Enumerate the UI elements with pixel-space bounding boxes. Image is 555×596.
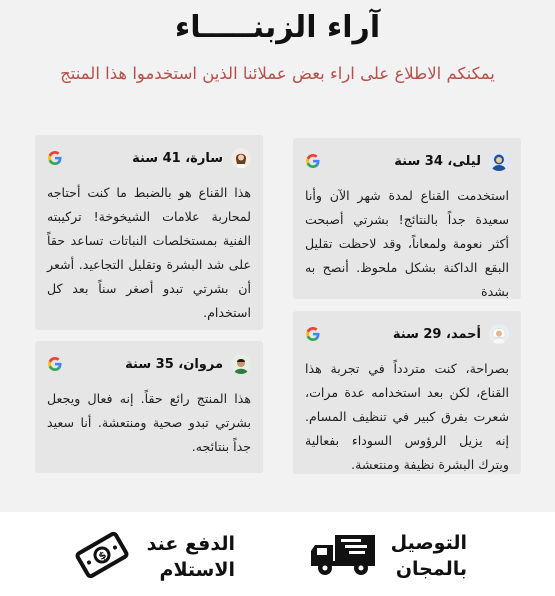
review-text: استخدمت القناع لمدة شهر الآن وأنا سعيدة جداً بالنتائج! بشرتي أصبحت أكثر نعومة ولمعاناً، وقد لاحظت تقليل البقع الداكنة بشكل ملحوظ. أنصح به بشدة: [305, 188, 509, 299]
cash-icon: [74, 530, 130, 584]
google-icon: [47, 356, 63, 372]
review-text: هذا القناع هو بالضبط ما كنت أحتاجه لمحاربة علامات الشيخوخة! تركيبته الفنية بمستخلصات النباتات تساعد حقاً على شد البشرة وتقليل التجاعيد. أشعر أن بشرتي تبدو أصغر سناً بعد كل استخدام.: [47, 185, 251, 320]
feature-cod-label: الدفع عند الاستلام: [146, 533, 235, 581]
section-title: آراء الزبنـــــاء: [174, 10, 381, 45]
review-card-sara: [35, 135, 263, 330]
avatar-sara: [231, 148, 251, 168]
avatar-layla: [489, 151, 509, 171]
review-text: بصراحة، كنت متردداً في تجربة هذا القناع، لكن بعد استخدامه عدة مرات، شعرت بفرق كبير في تنظيف المسام. إنه يزيل الرؤوس السوداء بفعالية ويترك البشرة نظيفة ومنتعشة.: [305, 361, 509, 472]
review-card-ahmad: [293, 311, 521, 474]
review-text: هذا المنتج رائع حقاً. إنه فعال ويجعل بشرتي تبدو صحية ومنتعشة. أنا سعيد جداً بنتائجه.: [47, 391, 251, 454]
feature-free-delivery: [311, 530, 467, 582]
truck-icon: [311, 531, 377, 581]
review-card-layla: [293, 138, 521, 299]
reviewer-name: ليلى، 34 سنة: [394, 153, 481, 169]
svg-text:$: $: [96, 549, 109, 563]
avatar-marwan: [231, 354, 251, 374]
feature-delivery-label: التوصيل بالمجان: [390, 532, 467, 580]
avatar-ahmad: [489, 324, 509, 344]
reviewer-name: مروان، 35 سنة: [125, 356, 223, 372]
google-icon: [47, 150, 63, 166]
reviewer-name: سارة، 41 سنة: [132, 150, 223, 166]
review-card-marwan: [35, 341, 263, 473]
google-icon: [305, 326, 321, 342]
google-icon: [305, 153, 321, 169]
section-subtitle: يمكنكم الاطلاع على اراء بعض عملائنا الذين استخدموا هذا المنتج: [60, 64, 495, 83]
reviewer-name: أحمد، 29 سنة: [392, 326, 481, 342]
feature-cash-on-delivery: [74, 530, 235, 584]
